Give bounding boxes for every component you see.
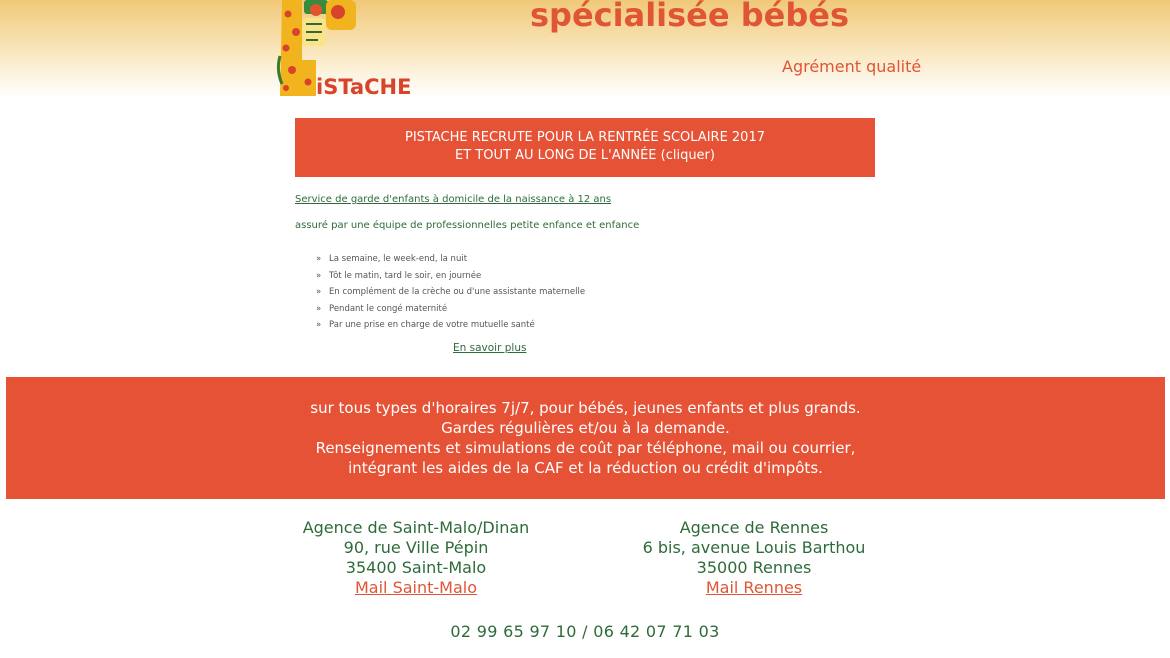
agency-city: 35400 Saint-Malo [345, 558, 487, 577]
team-description: assuré par une équipe de professionnelles petite enfance et enfance [295, 220, 640, 231]
agency-street: 90, rue Ville Pépin [343, 538, 489, 557]
agency-rennes [604, 518, 904, 598]
tagline: spécialisée bébés [530, 0, 849, 34]
recruitment-banner-link[interactable] [295, 118, 875, 177]
recruit-line-2: ET TOUT AU LONG DE L'ANNÉE (cliquer) [455, 148, 715, 163]
agency-street: 6 bis, avenue Louis Barthou [642, 538, 866, 557]
bullet-marker-icon: » [316, 303, 322, 314]
info-line-2: Gardes régulières et/ou à la demande. [441, 419, 730, 437]
service-description-link[interactable]: Service de garde d'enfants à domicile de la naissance à 12 ans [295, 194, 612, 205]
agrement-qualite-link[interactable]: Agrément qualité [782, 57, 922, 76]
list-item: » Pendant le congé maternité [316, 303, 448, 314]
list-item: » Tôt le matin, tard le soir, en journée [316, 270, 482, 281]
agency-city: 35000 Rennes [696, 558, 812, 577]
en-savoir-plus-link[interactable]: En savoir plus [453, 342, 527, 354]
recruit-line-1: PISTACHE RECRUTE POUR LA RENTRÉE SCOLAIRE 2017 [405, 130, 765, 145]
bullet-marker-icon: » [316, 320, 322, 330]
bullet-marker-icon: » [316, 270, 322, 281]
agency-saint-malo [266, 518, 566, 598]
mail-saint-malo-link[interactable]: Mail Saint-Malo [354, 578, 478, 597]
bullet-marker-icon: » [316, 254, 322, 264]
agency-name: Agence de Rennes [679, 518, 829, 537]
agency-name: Agence de Saint-Malo/Dinan [302, 518, 530, 537]
logo-wordmark: iSTaCHE [316, 75, 412, 99]
info-line-4: intégrant les aides de la CAF et la réduction ou crédit d'impôts. [348, 459, 823, 477]
info-band [6, 377, 1165, 499]
list-item: » Par une prise en charge de votre mutuelle santé [316, 320, 535, 330]
bullet-marker-icon: » [316, 287, 322, 297]
list-item: » La semaine, le week-end, la nuit [316, 254, 468, 264]
info-line-3: Renseignements et simulations de coût par téléphone, mail ou courrier, [315, 439, 856, 457]
giraffe-logo-icon [272, 0, 412, 100]
mail-rennes-link[interactable]: Mail Rennes [705, 578, 803, 597]
phone-numbers: 02 99 65 97 10 / 06 42 07 71 03 [450, 622, 720, 641]
info-line-1: sur tous types d'horaires 7j/7, pour bébés, jeunes enfants et plus grands. [310, 399, 861, 417]
list-item: » En complément de la crèche ou d'une assistante maternelle [316, 287, 586, 297]
pistache-logo[interactable] [272, 0, 412, 100]
service-bullet-list [316, 253, 585, 336]
